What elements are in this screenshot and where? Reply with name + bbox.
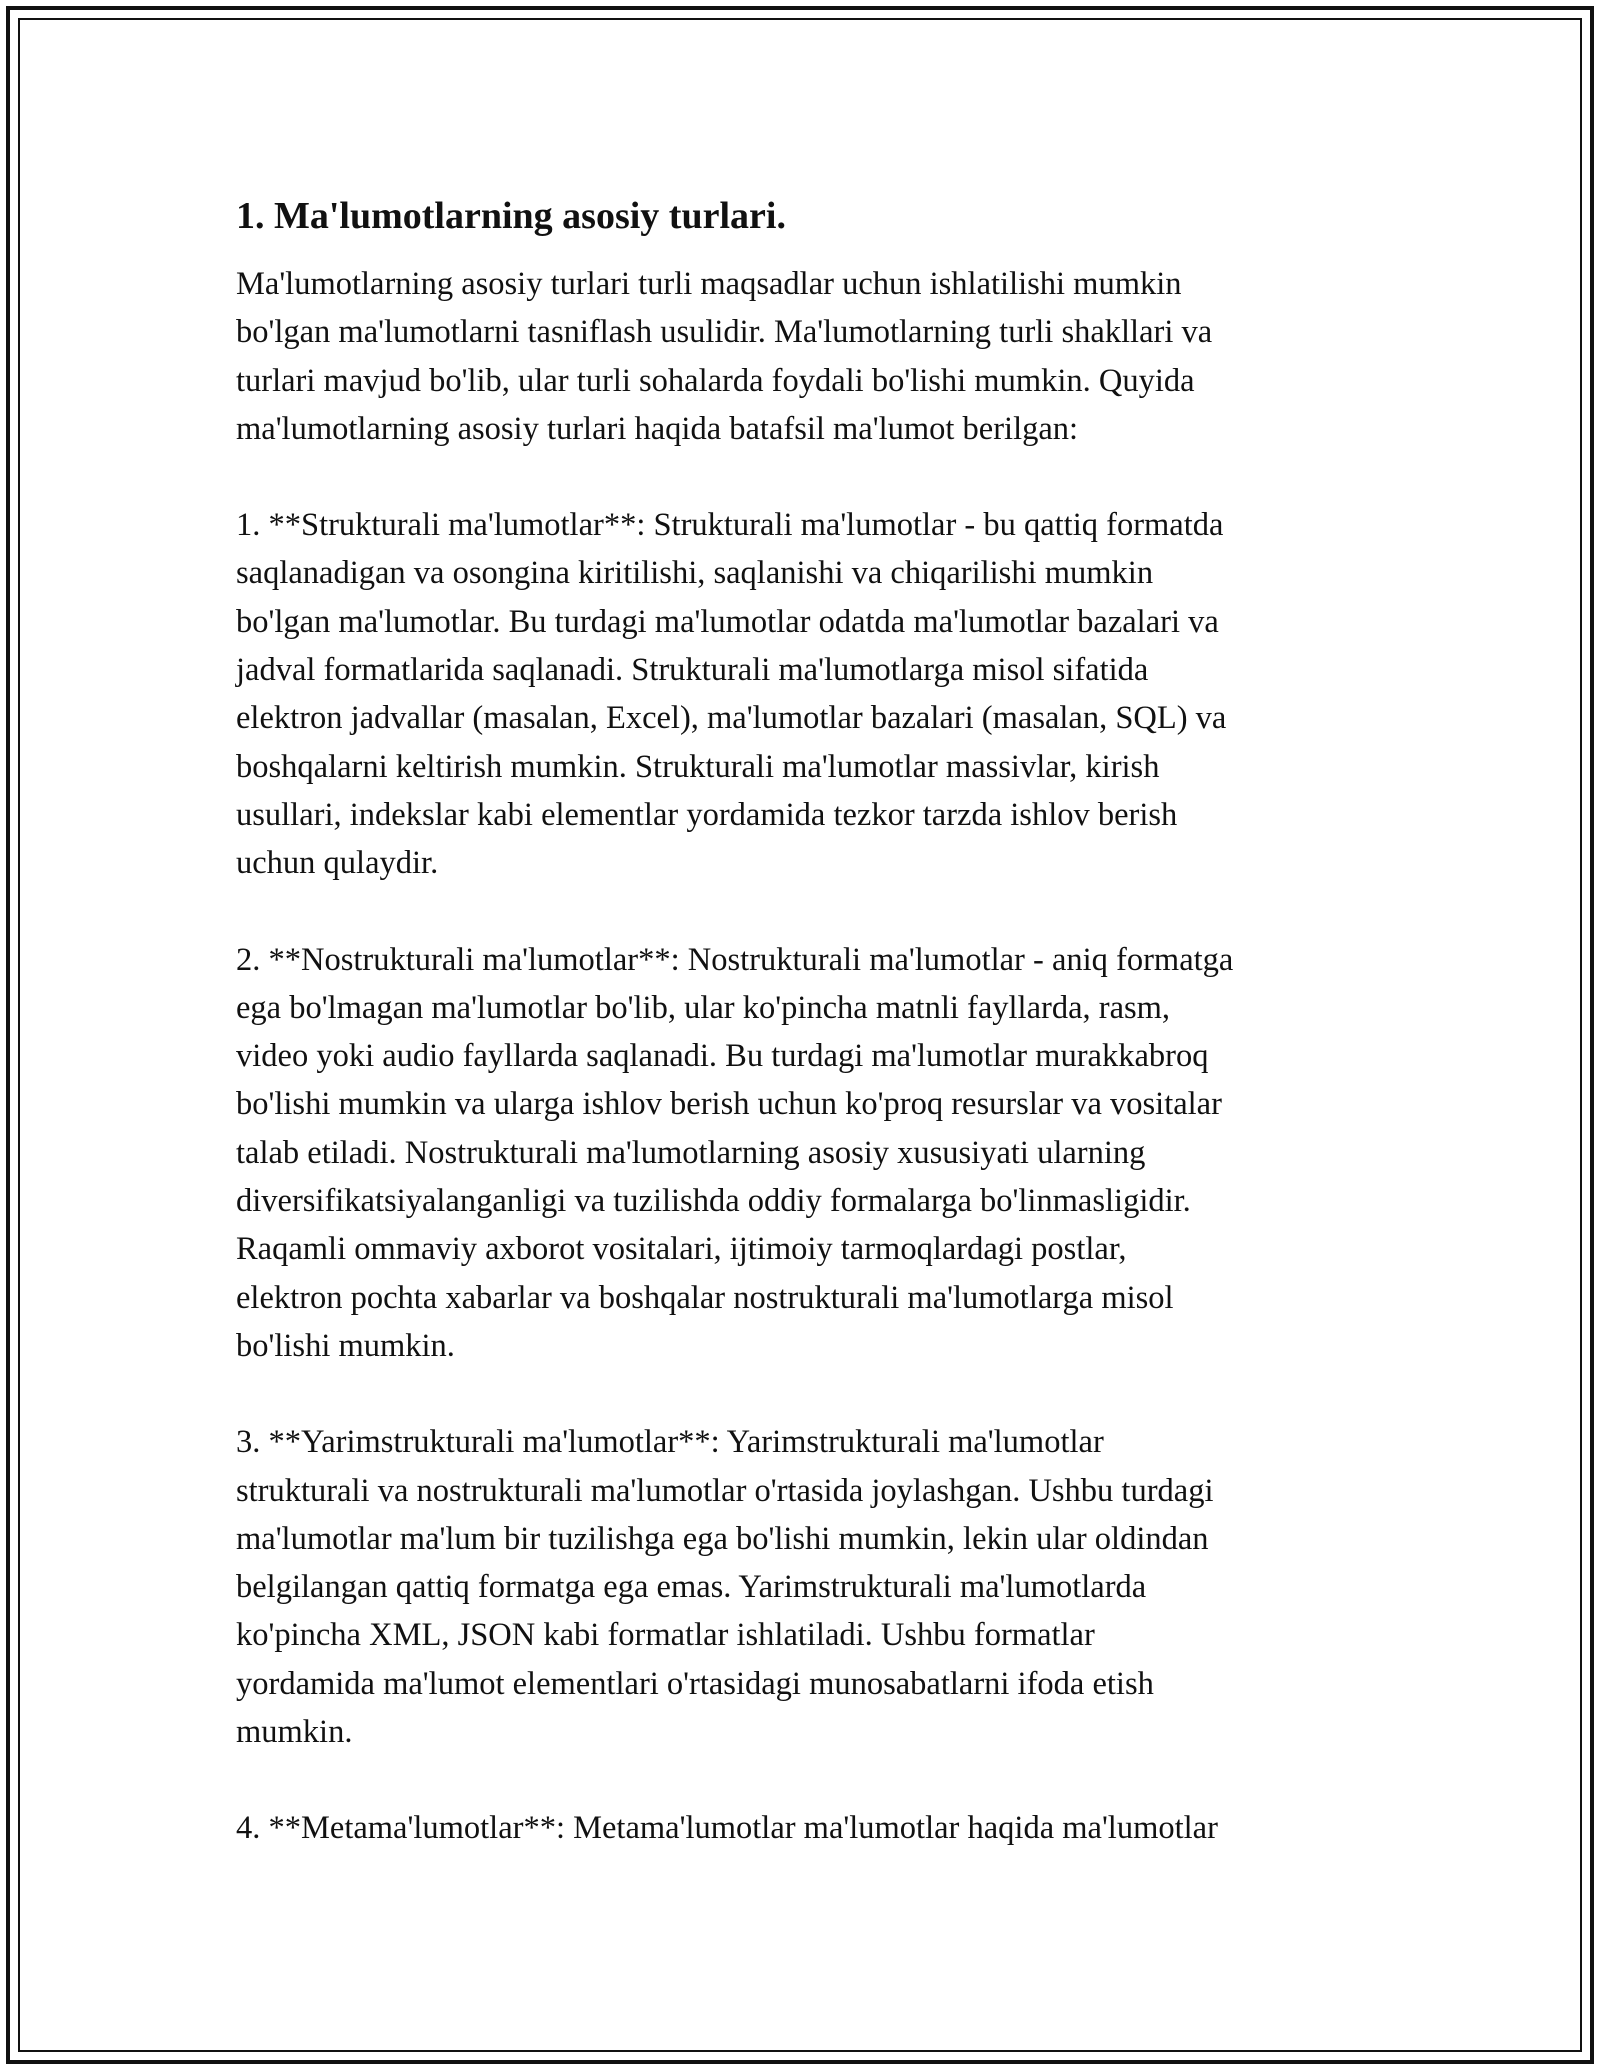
document-body: [236, 186, 1366, 1853]
metadata-paragraph: 4. **Metama'lumotlar**: Metama'lumotlar ma'lumotlar haqida ma'lumotlar: [236, 1810, 1218, 1847]
intro-paragraph: Ma'lumotlarning asosiy turlari turli maqsadlar uchun ishlatilishi mumkin bo'lgan ma'lumotlarni tasniflash usulidir. Ma'lumotlarning turli shakllari va turlari mavjud bo'lib, ular turli sohalarda foydali bo'lishi mumkin. Quyida ma'lumotlarning asosiy turlari haqida batafsil ma'lumot berilgan:: [236, 266, 1213, 447]
structured-data-paragraph: 1. **Strukturali ma'lumotlar**: Strukturali ma'lumotlar - bu qattiq formatda saqlanadigan va osongina kiritilishi, saqlanishi va chiqarilishi mumkin bo'lgan ma'lumotlar. Bu turdagi ma'lumotlar odatda ma'lumotlar bazalari va jadval formatlarida saqlanadi. Strukturali ma'lumotlarga misol sifatida elektron jadvallar (masalan, Excel), ma'lumotlar bazalari (masalan, SQL) va boshqalarni keltirish mumkin. Strukturali ma'lumotlar massivlar, kirish usullari, indekslar kabi elementlar yordamida tezkor tarzda ishlov berish uchun qulaydir.: [236, 507, 1227, 882]
section-heading: 1. Ma'lumotlarning asosiy turlari.: [236, 195, 786, 237]
unstructured-data-paragraph: 2. **Nostrukturali ma'lumotlar**: Nostrukturali ma'lumotlar - aniq formatga ega bo'lmagan ma'lumotlar bo'lib, ular ko'pincha matnli fayllarda, rasm, video yoki audio fayllarda saqlanadi. Bu turdagi ma'lumotlar murakkabroq bo'lishi mumkin va ularga ishlov berish uchun ko'proq resurslar va vositalar talab etiladi. Nostrukturali ma'lumotlarning asosiy xususiyati ularning diversifikatsiyalanganligi va tuzilishda oddiy formalarga bo'linmasligidir. Raqamli ommaviy axborot vositalari, ijtimoiy tarmoqlardagi postlar, elektron pochta xabarlar va boshqalar nostrukturali ma'lumotlarga misol bo'lishi mumkin.: [236, 941, 1234, 1364]
semistructured-data-paragraph: 3. **Yarimstrukturali ma'lumotlar**: Yarimstrukturali ma'lumotlar strukturali va nostrukturali ma'lumotlar o'rtasida joylashgan. Ushbu turdagi ma'lumotlar ma'lum bir tuzilishga ega bo'lishi mumkin, lekin ular oldindan belgilangan qattiq formatga ega emas. Yarimstrukturali ma'lumotlarda ko'pincha XML, JSON kabi formatlar ishlatiladi. Ushbu formatlar yordamida ma'lumot elementlari o'rtasidagi munosabatlarni ifoda etish mumkin.: [236, 1424, 1214, 1751]
